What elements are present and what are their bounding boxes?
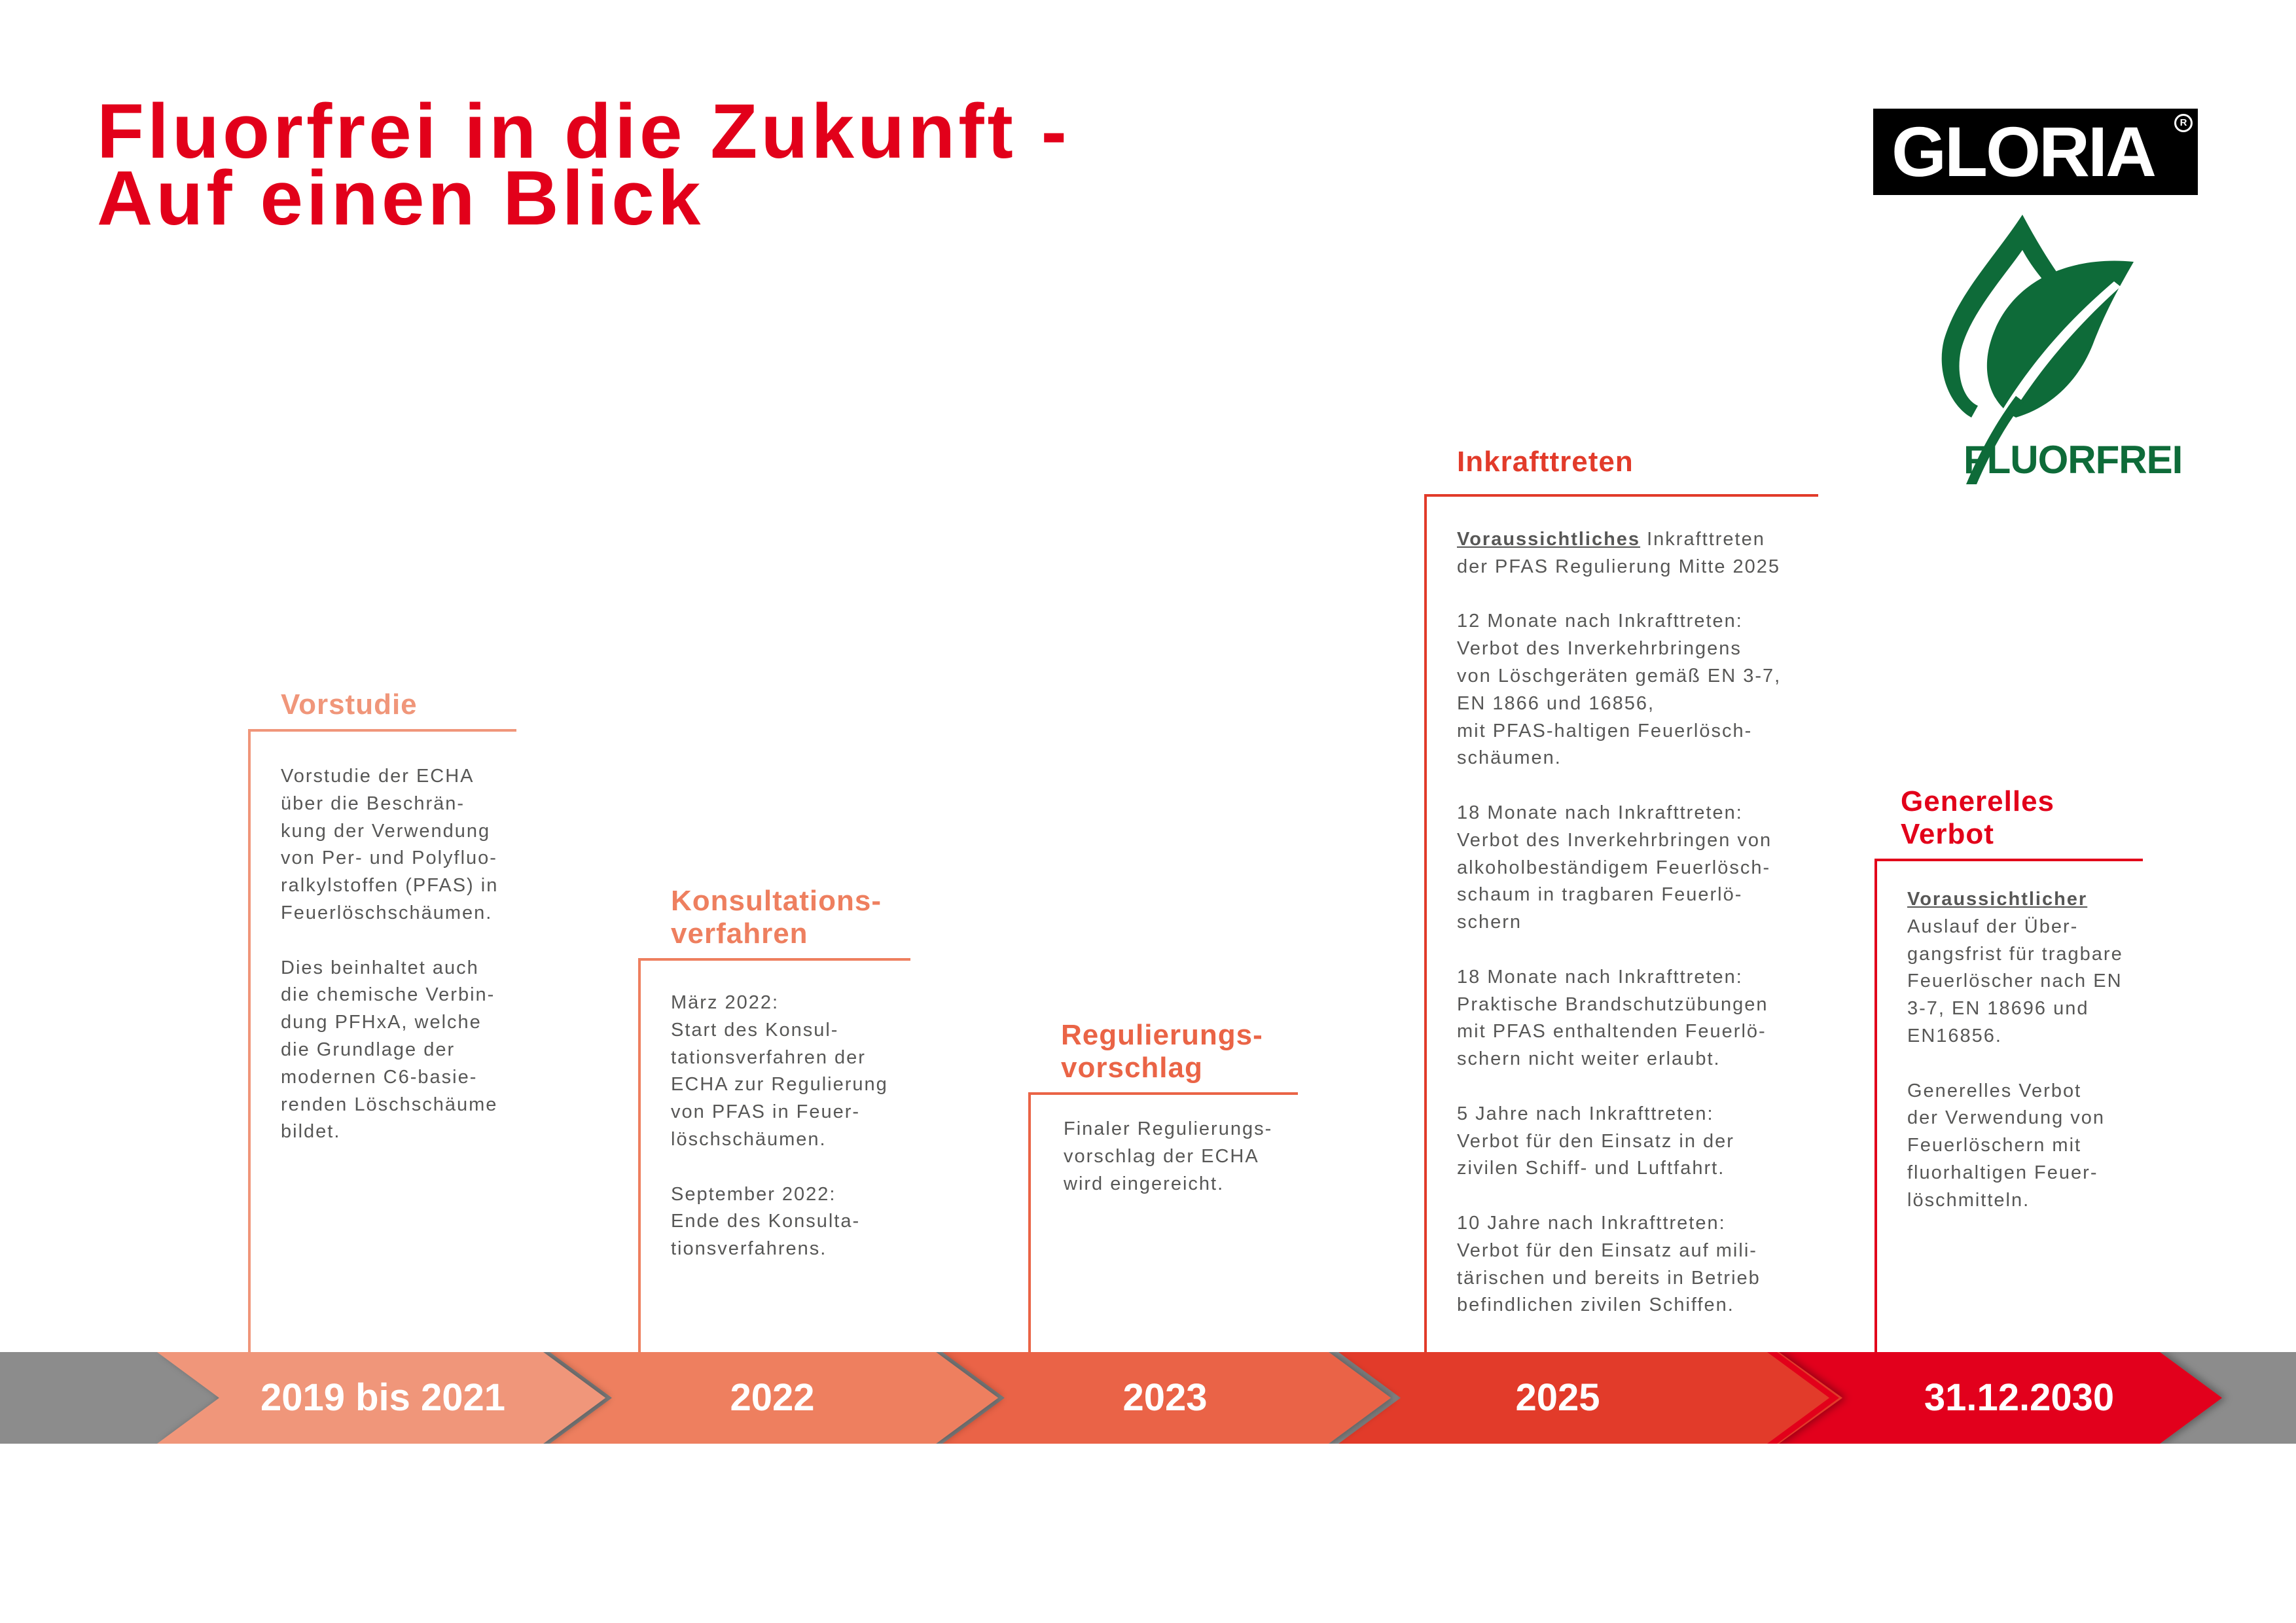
fluorfrei-label: FLUORFREI (1964, 438, 2183, 482)
title-line-1: Fluorfrei in die Zukunft - (97, 88, 1070, 175)
gloria-logo-text: GLORIA (1892, 112, 2155, 191)
body-line: EN 1866 und 16856, (1457, 692, 1655, 714)
stage-underline (1028, 1092, 1298, 1095)
stage-connector (1424, 495, 1427, 1353)
body-line: 18 Monate nach Inkrafttreten: (1457, 966, 1743, 988)
body-spacer (1457, 581, 1781, 609)
stage-inkrafttreten (1424, 446, 1830, 1352)
stage-underline (248, 729, 516, 732)
body-line: befindlichen zivilen Schiffen. (1457, 1294, 1734, 1316)
body-line: über die Beschrän- (281, 793, 465, 814)
heading-line: Regulierungs- (1061, 1019, 1263, 1051)
heading-line: Konsultations- (671, 885, 882, 917)
body-line: tationsverfahren der (671, 1046, 866, 1068)
stage-body (1457, 526, 1781, 1319)
body-line: schern (1457, 912, 1522, 933)
stage-heading (1901, 785, 2054, 851)
body-line: mit PFAS enthaltenden Feuerlö- (1457, 1021, 1767, 1043)
stage-heading: Inkrafttreten (1457, 446, 1634, 478)
title-line-2: Auf einen Blick (97, 155, 704, 241)
intro-text: Inkrafttreten (1640, 529, 1765, 550)
timeline-label: 2019 bis 2021 (260, 1376, 506, 1419)
body-line: 10 Jahre nach Inkrafttreten: (1457, 1212, 1726, 1234)
gloria-logo (1873, 109, 2198, 195)
underlined-text: Voraussichtliches (1457, 529, 1641, 550)
body-line: der PFAS Regulierung Mitte 2025 (1457, 556, 1781, 577)
body-spacer (1457, 772, 1781, 800)
body-line: schaum in tragbaren Feuerlö- (1457, 884, 1743, 906)
body-line: Finaler Regulierungs- (1064, 1118, 1273, 1139)
body-line: März 2022: (671, 992, 780, 1013)
timeline-label: 2025 (1515, 1376, 1600, 1419)
stage-vorstudie (248, 688, 523, 1352)
body-line: EN16856. (1907, 1025, 2002, 1046)
body-line: 18 Monate nach Inkrafttreten: (1457, 802, 1743, 823)
heading-line: verfahren (671, 918, 808, 950)
body-line: Ende des Konsulta- (671, 1211, 861, 1232)
heading-line: vorschlag (1061, 1052, 1203, 1084)
body-line: Praktische Brandschutzübungen (1457, 993, 1768, 1015)
body-line: Feuerlöschern mit (1907, 1135, 2082, 1156)
stage-underline (638, 958, 910, 961)
timeline-label: 2022 (730, 1376, 815, 1419)
stage-generelles-verbot (1874, 785, 2149, 1352)
stage-underline (1424, 494, 1818, 497)
body-line: modernen C6-basie- (281, 1066, 478, 1088)
stage-body (1064, 1116, 1272, 1198)
body-line: bildet. (281, 1121, 341, 1143)
body-line: löschschäumen. (671, 1128, 827, 1150)
body-spacer (1457, 1073, 1781, 1101)
stage-regulierungsvorschlag (1028, 1019, 1303, 1352)
stage-heading: Vorstudie (281, 688, 418, 721)
body-spacer (671, 1154, 888, 1181)
stage-heading (671, 885, 882, 950)
body-line: der Verwendung von (1907, 1107, 2106, 1129)
stage-connector (1874, 861, 1877, 1428)
stage-heading (1061, 1019, 1263, 1084)
body-line: schern nicht weiter erlaubt. (1457, 1048, 1721, 1070)
body-line: die Grundlage der (281, 1039, 456, 1060)
body-line: gangsfrist für tragbare (1907, 943, 2123, 965)
timeline-label: 2023 (1122, 1376, 1208, 1419)
stage-underline (1874, 859, 2143, 861)
body-line (1457, 526, 1781, 554)
body-line: 12 Monate nach Inkrafttreten: (1457, 611, 1743, 632)
body-line: September 2022: (671, 1183, 836, 1205)
timeline-label: 31.12.2030 (1924, 1376, 2115, 1419)
body-spacer (1457, 936, 1781, 964)
stage-konsultationsverfahren (638, 885, 913, 1352)
body-line: Auslauf der Über- (1907, 916, 2079, 937)
body-line: renden Löschschäume (281, 1094, 498, 1115)
body-line: Feuerlöschschäumen. (281, 902, 493, 923)
heading-line: Verbot (1901, 818, 1994, 850)
body-line: dung PFHxA, welche (281, 1012, 482, 1033)
body-line: die chemische Verbin- (281, 984, 495, 1006)
body-line: tärischen und bereits in Betrieb (1457, 1267, 1761, 1289)
body-line: Dies beinhaltet auch (281, 957, 479, 978)
body-line (1907, 886, 2123, 914)
body-line: von Per- und Polyfluo- (281, 847, 497, 869)
body-line: löschmitteln. (1907, 1189, 2030, 1211)
body-line: ECHA zur Regulierung (671, 1074, 888, 1096)
page-title (97, 88, 1070, 241)
body-line: fluorhaltigen Feuer- (1907, 1162, 2098, 1183)
body-line: von PFAS in Feuer- (671, 1101, 861, 1123)
body-line: Generelles Verbot (1907, 1080, 2082, 1101)
stage-body (671, 990, 888, 1263)
stage-connector (248, 732, 251, 1395)
body-line: Verbot des Inverkehrbringen von (1457, 829, 1772, 851)
body-line: Verbot des Inverkehrbringens (1457, 638, 1742, 660)
body-line: mit PFAS-haltigen Feuerlösch- (1457, 720, 1753, 741)
body-line: schäumen. (1457, 747, 1562, 769)
body-line: Start des Konsul- (671, 1019, 839, 1041)
body-line: 5 Jahre nach Inkrafttreten: (1457, 1103, 1714, 1124)
body-line: von Löschgeräten gemäß EN 3-7, (1457, 665, 1782, 687)
body-line: 3-7, EN 18696 und (1907, 998, 2089, 1020)
body-line: wird eingereicht. (1064, 1173, 1225, 1194)
body-line: Verbot für den Einsatz auf mili- (1457, 1240, 1757, 1261)
heading-line: Generelles (1901, 785, 2055, 817)
body-spacer (1907, 1050, 2123, 1078)
body-line: alkoholbeständigem Feuerlösch- (1457, 857, 1771, 878)
body-line: Feuerlöscher nach EN (1907, 971, 2123, 992)
body-line: Verbot für den Einsatz in der (1457, 1130, 1734, 1152)
stage-body (281, 763, 498, 1146)
body-line: Vorstudie der ECHA (281, 766, 475, 787)
body-spacer (281, 927, 498, 955)
registered-mark: R (2174, 114, 2193, 132)
body-spacer (1457, 1183, 1781, 1210)
body-line: kung der Verwendung (281, 820, 491, 842)
body-line: vorschlag der ECHA (1064, 1145, 1259, 1167)
stage-body (1907, 886, 2123, 1215)
body-line: ralkylstoffen (PFAS) in (281, 875, 499, 897)
body-line: zivilen Schiff- und Luftfahrt. (1457, 1158, 1725, 1179)
body-line: tionsverfahrens. (671, 1238, 827, 1260)
underlined-text: Voraussichtlicher (1907, 889, 2088, 910)
